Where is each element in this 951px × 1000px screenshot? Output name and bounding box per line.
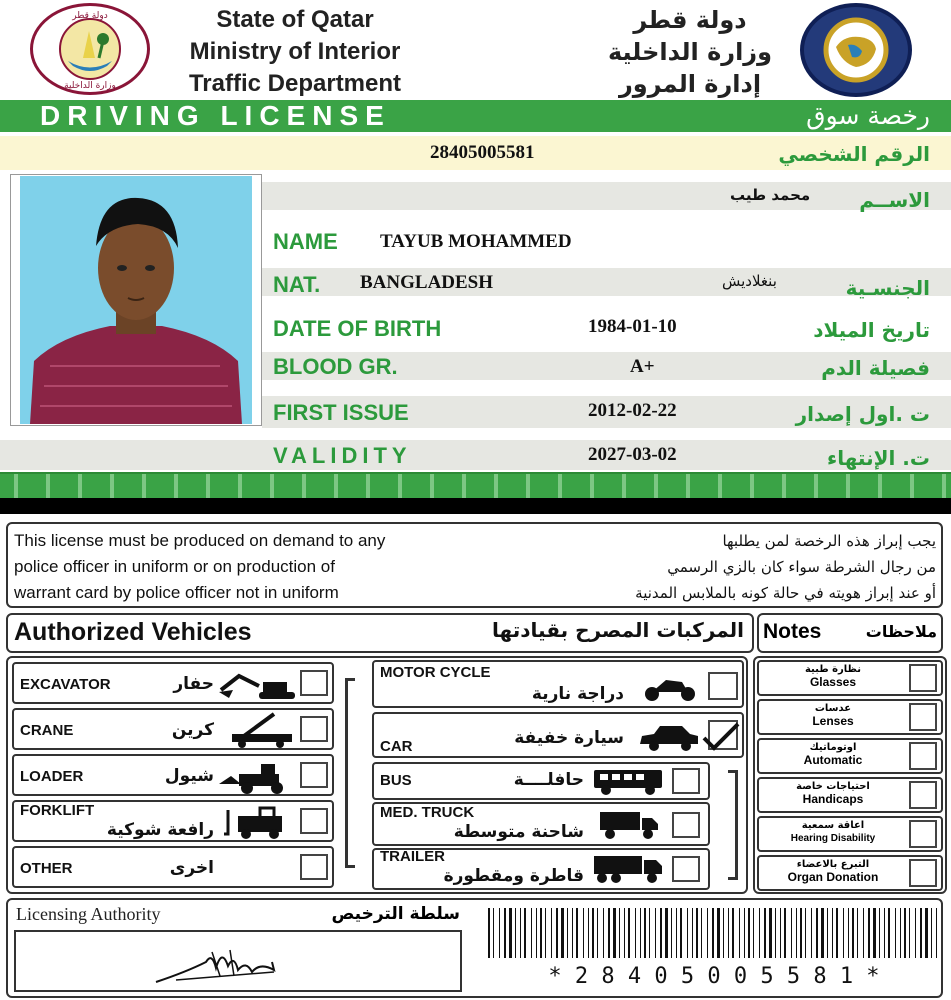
- signature-box: [14, 930, 462, 992]
- barcode-bar: [493, 908, 494, 958]
- header-state-ar: دولة قطر: [633, 6, 747, 34]
- barcode-bar: [843, 908, 844, 958]
- svg-text:دولة قطر: دولة قطر: [72, 11, 108, 21]
- barcode-bar: [687, 908, 688, 958]
- forklift-icon: [224, 806, 298, 840]
- automatic-checkbox[interactable]: [909, 742, 937, 770]
- barcode-bar: [909, 908, 910, 958]
- vehicle-motorcycle: MOTOR CYCLE دراجة نارية: [372, 660, 744, 708]
- barcode-bar: [613, 908, 616, 958]
- vehicle-forklift: FORKLIFT رافعة شوكية: [12, 800, 334, 842]
- barcode-bar: [628, 908, 630, 958]
- barcode-bar: [536, 908, 537, 958]
- barcode-bar: [739, 908, 740, 958]
- barcode-bar: [671, 908, 672, 958]
- card-divider: [0, 498, 951, 514]
- barcode-bar: [775, 908, 776, 958]
- dob-ar-label: تاريخ الميلاد: [813, 318, 930, 342]
- barcode-bar: [925, 908, 928, 958]
- barcode-bar: [717, 908, 720, 958]
- title-english: DRIVING LICENSE: [40, 100, 391, 131]
- excavator-checkbox[interactable]: [300, 670, 328, 696]
- barcode-bar: [640, 908, 641, 958]
- barcode-bar: [884, 908, 885, 958]
- name-label: NAME: [273, 229, 338, 254]
- barcode-bar: [509, 908, 512, 958]
- vehicles-header-en: Authorized Vehicles: [14, 618, 252, 646]
- barcode-bar: [780, 908, 781, 958]
- barcode-bar: [504, 908, 506, 958]
- vehicle-other: OTHER اخرى: [12, 846, 334, 888]
- blood-value: A+: [630, 356, 655, 377]
- barcode-bar: [857, 908, 858, 958]
- note-handicaps: احتياجات خاصة Handicaps: [757, 777, 943, 813]
- barcode-bar: [895, 908, 896, 958]
- notes-header-en: Notes: [763, 620, 822, 643]
- barcode-bar: [904, 908, 906, 958]
- header-state: State of Qatar: [216, 6, 374, 33]
- barcode-bar: [888, 908, 890, 958]
- barcode-bar: [701, 908, 702, 958]
- barcode-bar: [827, 908, 828, 958]
- organ-donation-checkbox[interactable]: [909, 859, 937, 887]
- excavator-icon: [219, 672, 299, 700]
- barcode-bar: [608, 908, 610, 958]
- crane-checkbox[interactable]: [300, 716, 328, 742]
- notice-english: This license must be produced on demand to any police officer in uniform or on production of warrant card by police officer not in uniform: [14, 531, 386, 602]
- barcode: [488, 908, 940, 958]
- barcode-bar: [836, 908, 838, 958]
- barcode-bar: [545, 908, 546, 958]
- first-issue-value: 2012-02-22: [588, 400, 677, 421]
- validity-label: VALIDITY: [273, 443, 412, 468]
- barcode-bar: [805, 908, 806, 958]
- barcode-bar: [744, 908, 745, 958]
- header-english: [150, 4, 440, 100]
- check-mark-icon: [700, 720, 740, 754]
- barcode-bar: [791, 908, 792, 958]
- car-icon: [638, 722, 700, 752]
- barcode-bar: [524, 908, 526, 958]
- header-department-ar: إدارة المرور: [618, 70, 762, 98]
- barcode-bar: [676, 908, 677, 958]
- note-glasses: نظارة طبية Glasses: [757, 660, 943, 696]
- personal-id-label-ar: الرقم الشخصي: [778, 142, 930, 166]
- bus-icon: [592, 768, 664, 796]
- glasses-checkbox[interactable]: [909, 664, 937, 692]
- name-ar-label: الاســم: [859, 188, 930, 212]
- barcode-bar: [499, 908, 500, 958]
- note-organ-donation: التبرع بالاعضاء Organ Donation: [757, 855, 943, 891]
- barcode-bar: [920, 908, 922, 958]
- barcode-bar: [572, 908, 573, 958]
- nationality-value: BANGLADESH: [360, 272, 494, 293]
- title-arabic: رخصة سوق: [806, 101, 930, 130]
- authority-label-ar: سلطة الترخيص: [331, 904, 460, 924]
- barcode-bar: [597, 908, 598, 958]
- barcode-bar: [515, 908, 516, 958]
- barcode-bar: [816, 908, 818, 958]
- blood-ar-label: فصيلة الدم: [821, 356, 930, 380]
- barcode-bar: [696, 908, 698, 958]
- barcode-bar: [592, 908, 594, 958]
- header-department: Traffic Department: [188, 70, 402, 97]
- blood-label: BLOOD GR.: [273, 354, 398, 379]
- bracket-left: [345, 678, 355, 868]
- loader-checkbox[interactable]: [300, 762, 328, 788]
- nationality-label: NAT.: [273, 272, 321, 297]
- validity-ar-label: ت. الإنتهاء: [826, 446, 930, 470]
- bracket-right: [728, 770, 738, 880]
- barcode-bar: [936, 908, 937, 958]
- header-ministry-ar: وزارة الداخلية: [607, 38, 773, 66]
- loader-icon: [219, 762, 295, 794]
- header-arabic: [590, 4, 790, 100]
- notice-arabic: يجب إبراز هذه الرخصة لمن يطلبها من رجال الشرطة سواء كان بالزي الرسمي أو عند إبراز هويته في حالة كونه بالملابس المدنية: [635, 532, 936, 602]
- decorative-border: [0, 472, 951, 498]
- barcode-bar: [561, 908, 564, 958]
- lenses-checkbox[interactable]: [909, 703, 937, 731]
- medium-truck-checkbox[interactable]: [672, 812, 700, 838]
- crane-icon: [224, 712, 300, 748]
- trailer-icon: [592, 854, 664, 884]
- authority-label-en: Licensing Authority: [16, 904, 161, 924]
- barcode-bar: [769, 908, 772, 958]
- dob-value: 1984-01-10: [588, 316, 677, 337]
- name-ar-value: محمد طيب: [730, 186, 811, 204]
- forklift-checkbox[interactable]: [300, 808, 328, 834]
- barcode-bar: [644, 908, 646, 958]
- barcode-bar: [531, 908, 532, 958]
- barcode-bar: [692, 908, 693, 958]
- nationality-ar-label: الجنسـية: [845, 276, 930, 300]
- vehicle-excavator: EXCAVATOR حفار: [12, 662, 334, 704]
- first-issue-ar-label: ت .اول إصدار: [795, 402, 930, 426]
- header-ministry: Ministry of Interior: [189, 38, 401, 65]
- personal-id-value: 28405005581: [430, 142, 535, 163]
- bus-checkbox[interactable]: [672, 768, 700, 794]
- barcode-bar: [551, 908, 552, 958]
- barcode-bar: [931, 908, 932, 958]
- note-automatic: اوتوماتيك Automatic: [757, 738, 943, 774]
- barcode-bar: [649, 908, 650, 958]
- vehicle-bus: BUS حافلــــة: [372, 762, 710, 800]
- ministry-logo: [30, 3, 150, 95]
- nationality-ar-value: بنغلاديش: [722, 272, 777, 290]
- barcode-bar: [800, 908, 802, 958]
- barcode-bar: [748, 908, 750, 958]
- notes-header-ar: ملاحظات: [865, 622, 937, 641]
- barcode-bar: [583, 908, 584, 958]
- vehicle-medium-truck: MED. TRUCK شاحنة متوسطة: [372, 802, 710, 846]
- barcode-bar: [728, 908, 729, 958]
- barcode-bar: [665, 908, 668, 958]
- vehicle-trailer: TRAILER قاطرة ومقطورة: [372, 848, 710, 890]
- truck-icon: [598, 810, 660, 840]
- barcode-bar: [753, 908, 754, 958]
- barcode-bar: [603, 908, 604, 958]
- barcode-bar: [556, 908, 558, 958]
- barcode-number: * 2 8 4 0 5 0 0 5 5 8 1 *: [548, 964, 880, 989]
- first-issue-label: FIRST ISSUE: [273, 400, 409, 425]
- gcc-logo: [800, 3, 912, 97]
- barcode-bar: [863, 908, 864, 958]
- holder-photo: [20, 176, 252, 424]
- barcode-bar: [520, 908, 521, 958]
- barcode-bar: [873, 908, 876, 958]
- barcode-bar: [821, 908, 824, 958]
- barcode-bar: [915, 908, 916, 958]
- barcode-bar: [707, 908, 708, 958]
- hearing-disability-checkbox[interactable]: [909, 820, 937, 848]
- svg-text:وزارة الداخلية: وزارة الداخلية: [64, 81, 116, 91]
- barcode-bar: [764, 908, 766, 958]
- barcode-bar: [832, 908, 833, 958]
- barcode-bar: [759, 908, 760, 958]
- barcode-bar: [723, 908, 724, 958]
- vehicles-header-ar: المركبات المصرح بقيادتها: [492, 618, 744, 642]
- barcode-bar: [635, 908, 636, 958]
- note-hearing-disability: اعاقة سمعية Hearing Disability: [757, 816, 943, 852]
- name-value: TAYUB MOHAMMED: [380, 231, 572, 252]
- vehicle-crane: CRANE كرين: [12, 708, 334, 750]
- validity-value: 2027-03-02: [588, 444, 677, 465]
- trailer-checkbox[interactable]: [672, 856, 700, 882]
- barcode-bar: [784, 908, 786, 958]
- vehicle-loader: LOADER شيول: [12, 754, 334, 796]
- barcode-bar: [879, 908, 880, 958]
- barcode-bar: [488, 908, 490, 958]
- note-lenses: عدسات Lenses: [757, 699, 943, 735]
- vehicle-car: CAR سيارة خفيفة: [372, 712, 744, 758]
- barcode-bar: [900, 908, 901, 958]
- other-checkbox[interactable]: [300, 854, 328, 880]
- barcode-bar: [852, 908, 854, 958]
- signature-icon: [16, 932, 460, 990]
- barcode-bar: [796, 908, 797, 958]
- motorcycle-checkbox[interactable]: [708, 672, 738, 700]
- barcode-bar: [588, 908, 589, 958]
- barcode-bar: [567, 908, 568, 958]
- barcode-bar: [660, 908, 662, 958]
- barcode-bar: [848, 908, 849, 958]
- barcode-bar: [811, 908, 812, 958]
- barcode-bar: [868, 908, 870, 958]
- handicaps-checkbox[interactable]: [909, 781, 937, 809]
- barcode-bar: [540, 908, 542, 958]
- dob-label: DATE OF BIRTH: [273, 316, 442, 341]
- barcode-bar: [576, 908, 578, 958]
- motorcycle-icon: [642, 670, 698, 702]
- barcode-bar: [624, 908, 625, 958]
- barcode-bar: [712, 908, 714, 958]
- barcode-bar: [655, 908, 656, 958]
- barcode-bar: [732, 908, 734, 958]
- barcode-bar: [680, 908, 682, 958]
- barcode-bar: [619, 908, 620, 958]
